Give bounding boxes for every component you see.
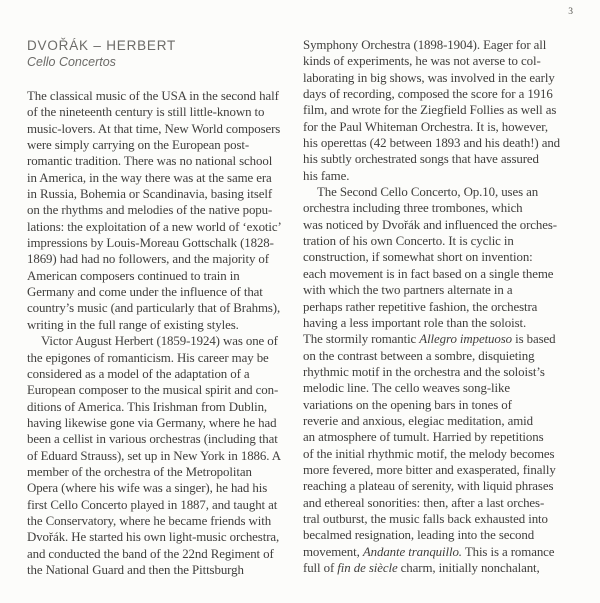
text-line: The classical music of the USA in the second half: [27, 89, 279, 103]
text-line: melodic line. The cello weaves song-like: [303, 381, 510, 396]
paragraph: [27, 333, 295, 578]
left-column-text: [27, 88, 295, 578]
text-line: tral outburst, the music falls back exhausted into: [303, 511, 548, 526]
text-line: having likewise gone via Germany, where he had: [27, 415, 277, 430]
paragraph: [303, 37, 575, 184]
text-line: each movement is in fact based on a single theme: [303, 266, 554, 281]
text-line: and conducted the band of the 22nd Regiment of: [27, 546, 274, 561]
text-line: was noticed by Dvořák and influenced the orches-: [303, 217, 557, 232]
text-line: romantic tradition. There was no national school: [27, 154, 273, 169]
text-line: film, and wrote for the Ziegfield Follies as well as: [303, 103, 557, 118]
text-line: of the nineteenth century is still little-known to: [27, 105, 265, 120]
text-line: Germany and come under the influence of that: [27, 285, 263, 300]
right-column-text: [303, 37, 575, 576]
paragraph: [303, 184, 575, 576]
text-line: his fame.: [303, 168, 350, 183]
text-line: 1869) had had no followers, and the majority of: [27, 252, 269, 267]
text-line: rhythmic motif in the orchestra and the soloist’s: [303, 364, 545, 379]
right-column: [303, 37, 575, 576]
text-line: considered as a model of the adaptation of a: [27, 366, 250, 381]
text-line: first Cello Concerto played in 1887, and taught at: [27, 497, 278, 512]
text-line: days of recording, composed the score for a 1916: [303, 87, 553, 102]
text-line: Dvořák. He started his own light-music orchestra,: [27, 530, 280, 545]
article-subtitle: Cello Concertos: [27, 55, 116, 69]
text-line: variations on the opening bars in tones of: [303, 397, 512, 412]
text-line: on the contrast between a sombre, disquieting: [303, 348, 535, 363]
text-line: orchestra including three trombones, which: [303, 201, 523, 216]
text-line: lations: the exploitation of a new world of ‘exotic’: [27, 219, 282, 234]
text-line: The stormily romantic Allegro impetuoso is based: [303, 332, 556, 347]
text-line: Victor August Herbert (1859-1924) was one of: [41, 334, 278, 349]
article-title: DVOŘÁK – HERBERT: [27, 38, 177, 53]
text-line: becalmed resignation, leading into the second: [303, 528, 535, 543]
text-line: in Russia, Bohemia or Scandinavia, basing itself: [27, 187, 273, 202]
text-line: Symphony Orchestra (1898-1904). Eager for all: [303, 38, 547, 52]
article-header: [27, 37, 295, 70]
page-number: 3: [568, 7, 573, 17]
text-line: ditions of America. This Irishman from Dublin,: [27, 399, 268, 414]
text-line: full of fin de siècle charm, initially nonchalant,: [303, 561, 540, 575]
text-line: Opera (where his wife was a singer), he had his: [27, 481, 268, 496]
text-line: writing in the full range of existing styles.: [27, 317, 239, 332]
text-line: movement, Andante tranquillo. This is a romance: [303, 544, 555, 559]
text-line: the epigones of romanticism. His career may be: [27, 350, 269, 365]
left-column: [27, 37, 295, 578]
text-line: tration of his own Concerto. It is cyclic in: [303, 234, 514, 249]
text-line: and ethereal sonorities: then, after a last orches-: [303, 495, 545, 510]
text-line: been a cellist in various orchestras (including that: [27, 432, 278, 447]
text-line: for the Paul Whiteman Orchestra. It is, however,: [303, 119, 549, 134]
text-line: member of the orchestra of the Metropolitan: [27, 464, 252, 479]
text-line: The Second Cello Concerto, Op.10, uses an: [317, 185, 539, 200]
text-line: with which the two partners alternate in a: [303, 283, 513, 298]
text-line: of the initial rhythmic motif, the melody becomes: [303, 446, 555, 461]
text-line: country’s music (and particularly that of Brahms),: [27, 301, 281, 316]
text-line: reaching a plateau of serenity, with liquid phrases: [303, 479, 554, 494]
text-line: his subtly orchestrated songs that have assured: [303, 152, 539, 167]
text-line: American composers continued to train in: [27, 268, 240, 283]
text-line: more fevered, more bitter and exasperated, finally: [303, 462, 556, 477]
text-line: impressions by Louis-Moreau Gottschalk (1828-: [27, 236, 274, 251]
text-line: reverie and anxious, elegiac meditation, amid: [303, 413, 533, 428]
text-line: on the rhythms and melodies of the native popu-: [27, 203, 273, 218]
text-line: kinds of experiments, he was not averse to col-: [303, 54, 541, 69]
text-line: the National Guard and then the Pittsburgh: [27, 562, 244, 577]
text-line: having a less important role than the soloist.: [303, 315, 527, 330]
text-line: of Eduard Strauss), set up in New York in 1886. A: [27, 448, 281, 463]
text-line: were simply carrying on the European post-: [27, 138, 250, 153]
text-line: in America, in the way there was at the same era: [27, 170, 272, 185]
text-line: laborating in big shows, was involved in the early: [303, 70, 555, 85]
text-line: music-lovers. At that time, New World composers: [27, 121, 281, 136]
text-line: an atmosphere of tumult. Harried by repetitions: [303, 430, 544, 445]
text-line: the Conservatory, where he became friends with: [27, 513, 272, 528]
text-line: his operettas (42 between 1893 and his death!) and: [303, 136, 561, 151]
paragraph: [27, 88, 295, 333]
text-line: construction, if somewhat short on invention:: [303, 250, 533, 265]
text-line: European composer to the musical spirit and con-: [27, 383, 279, 398]
text-line: perhaps rather repetitive fashion, the orchestra: [303, 299, 538, 314]
